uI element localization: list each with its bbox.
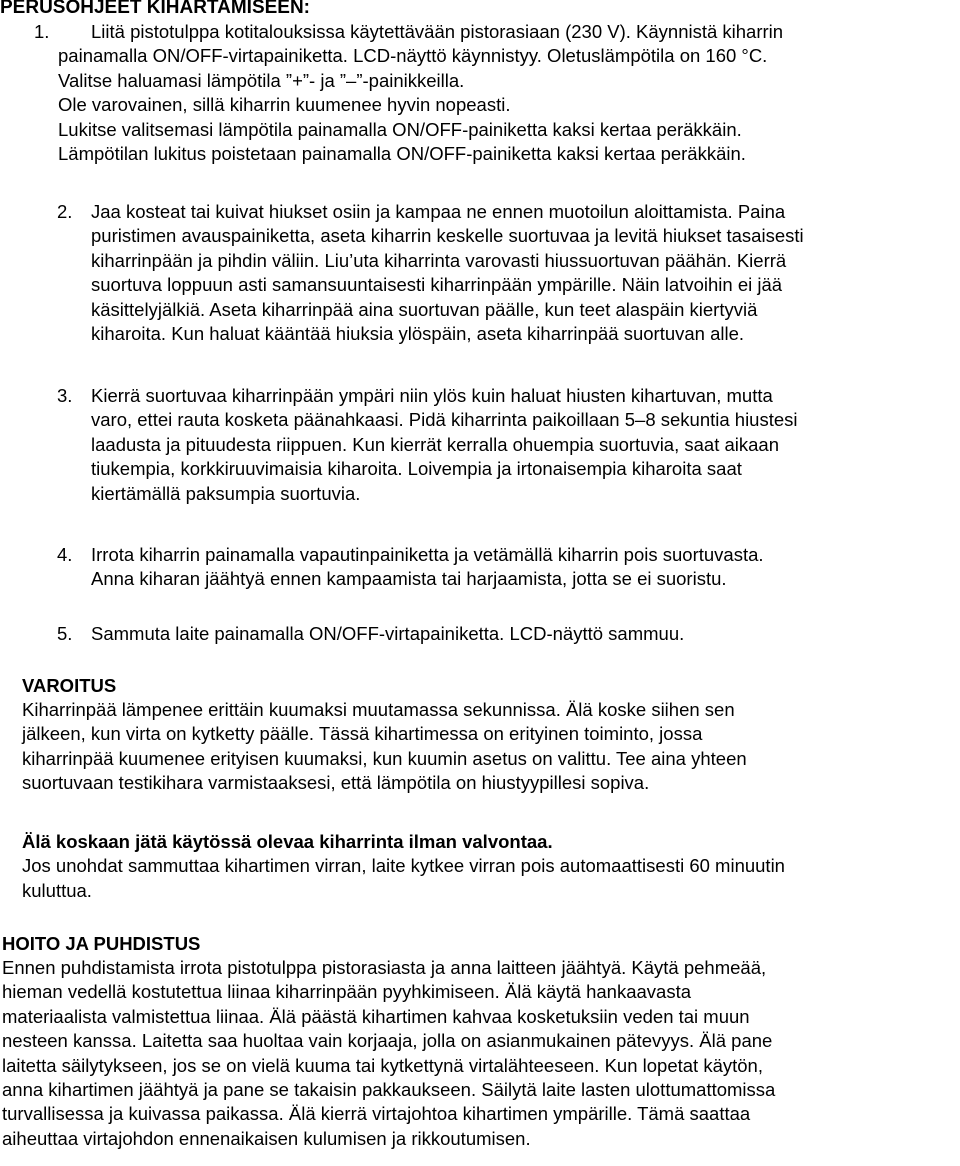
step-2-line: kiharoita. Kun haluat kääntää hiuksia ylöspäin, aseta kiharrinpää suortuvan alle. <box>91 323 745 345</box>
step-5-line: Sammuta laite painamalla ON/OFF-virtapainiketta. LCD-näyttö sammuu. <box>91 623 685 644</box>
step-number: 4. <box>57 544 73 565</box>
step-4-line: Irrota kiharrin painamalla vapautinpainiketta ja vetämällä kiharrin pois suortuvasta. <box>91 544 764 565</box>
step-4-line: Anna kiharan jäähtyä ennen kampaamista tai harjaamista, jotta se ei suoristu. <box>91 568 727 590</box>
care-line: nesteen kanssa. Laitetta saa huoltaa vain korjaaja, jolla on asianmukainen pätevyys. Älä pane <box>2 1030 773 1052</box>
step-5-text <box>91 622 951 646</box>
step-1-line: Lukitse valitsemasi lämpötila painamalla ON/OFF-painiketta kaksi kertaa peräkkäin. <box>58 118 742 140</box>
page-title: PERUSOHJEET KIHARTAMISEEN: <box>0 0 311 18</box>
care-section <box>2 932 960 1151</box>
step-3-line: varo, ettei rauta kosketa päänahkaasi. Pidä kiharrinta paikoillaan 5–8 sekuntia hiustesi <box>91 409 798 431</box>
care-line: turvallisessa ja kuivassa paikassa. Älä kierrä virtajohtoa kihartimen ympärille. Tämä saattaa <box>2 1103 751 1125</box>
care-line: laitetta säilytykseen, jos se on vielä kuuma tai kytkettynä virtalähteeseen. Kun lopetat käytön, <box>2 1054 763 1076</box>
care-heading: HOITO JA PUHDISTUS <box>2 933 201 954</box>
care-line: hieman vedellä kostutettua liinaa kiharrinpään pyyhkimiseen. Älä käytä hankaavasta <box>2 981 692 1003</box>
step-1-text <box>58 20 960 166</box>
step-1-line: painamalla ON/OFF-virtapainiketta. LCD-näyttö käynnistyy. Oletuslämpötila on 160 °C. <box>58 45 768 67</box>
step-2-line: puristimen avauspainiketta, aseta kiharrin keskelle suortuvaa ja levitä hiukset tasaisesti <box>91 225 804 247</box>
step-3-line: laadusta ja pituudesta riippuen. Kun kierrät kerralla ohuempia suortuvia, saat aikaan <box>91 433 779 455</box>
care-line: Ennen puhdistamista irrota pistotulppa pistorasiasta ja anna laitteen jäähtyä. Käytä pehmeää, <box>2 957 767 978</box>
warning-line: jälkeen, kun virta on kytketty päälle. Tässä kihartimessa on erityinen toiminto, jossa <box>22 723 703 745</box>
warning-line: kiharrinpää kuumenee erityisen kuumaksi, kun kuumin asetus on valittu. Tee aina yhteen <box>22 747 747 769</box>
warning-section <box>22 674 960 796</box>
auto-off-line: Jos unohdat sammuttaa kihartimen virran, laite kytkee virran pois automaattisesti 60 minuutin <box>22 855 785 877</box>
step-number: 3. <box>57 385 73 406</box>
step-1-line: Valitse haluamasi lämpötila ”+”- ja ”–”-painikkeilla. <box>58 69 465 91</box>
auto-off-line: kuluttua. <box>22 879 92 901</box>
care-line: anna kihartimen jäähtyä ja pane se takaisin pakkaukseen. Säilytä laite lasten ulottumattomissa <box>2 1079 776 1101</box>
step-1-line: Liitä pistotulppa kotitalouksissa käytettävään pistorasiaan (230 V). Käynnistä kiharrin <box>91 21 784 42</box>
warning-line: suortuvaan testikihara varmistaaksesi, että lämpötila on hiustyypillesi sopiva. <box>22 772 650 794</box>
step-2-text <box>91 200 951 346</box>
supervision-warning <box>22 830 960 903</box>
care-line: aiheuttaa virtajohdon ennenaikaisen kulumisen ja rikkoutumisen. <box>2 1127 531 1149</box>
warning-heading: VAROITUS <box>22 675 117 696</box>
step-number: 1. <box>34 21 50 42</box>
supervision-bold-line: Älä koskaan jätä käytössä olevaa kiharrinta ilman valvontaa. <box>22 831 553 852</box>
step-3-line: Kierrä suortuvaa kiharrinpään ympäri niin ylös kuin haluat hiusten kihartuvan, mutta <box>91 385 773 406</box>
step-2-line: kiharrinpään ja pihdin väliin. Liu’uta kiharrinta varovasti hiussuortuvan päähän. Kierrä <box>91 249 787 271</box>
step-1-line: Ole varovainen, sillä kiharrin kuumenee hyvin nopeasti. <box>58 94 511 116</box>
step-number: 2. <box>57 201 73 222</box>
step-3-line: tiukempia, korkkiruuvimaisia kiharoita. Loivempia ja irtonaisempia kiharoita saat <box>91 458 742 480</box>
step-number: 5. <box>57 623 73 644</box>
step-3-line: kiertämällä paksumpia suortuvia. <box>91 482 361 504</box>
step-3-text <box>91 384 951 506</box>
step-2-line: suortuva loppuun asti samansuuntaisesti kiharrinpään ympärille. Näin latvoihin ei jää <box>91 274 783 296</box>
care-line: materiaalista valmistettua liinaa. Älä päästä kihartimen kahvaa kosketuksiin veden tai muun <box>2 1005 750 1027</box>
step-2-line: Jaa kosteat tai kuivat hiukset osiin ja kampaa ne ennen muotoilun aloittamista. Paina <box>91 201 786 222</box>
step-2-line: käsittelyjälkiä. Aseta kiharrinpää aina suortuvan päälle, kun teet alaspäin kiertyviä <box>91 298 758 320</box>
step-1-line: Lämpötilan lukitus poistetaan painamalla ON/OFF-painiketta kaksi kertaa peräkkäin. <box>58 143 746 165</box>
step-4-text <box>91 543 951 592</box>
warning-line: Kiharrinpää lämpenee erittäin kuumaksi muutamassa sekunnissa. Älä koske siihen sen <box>22 699 735 720</box>
